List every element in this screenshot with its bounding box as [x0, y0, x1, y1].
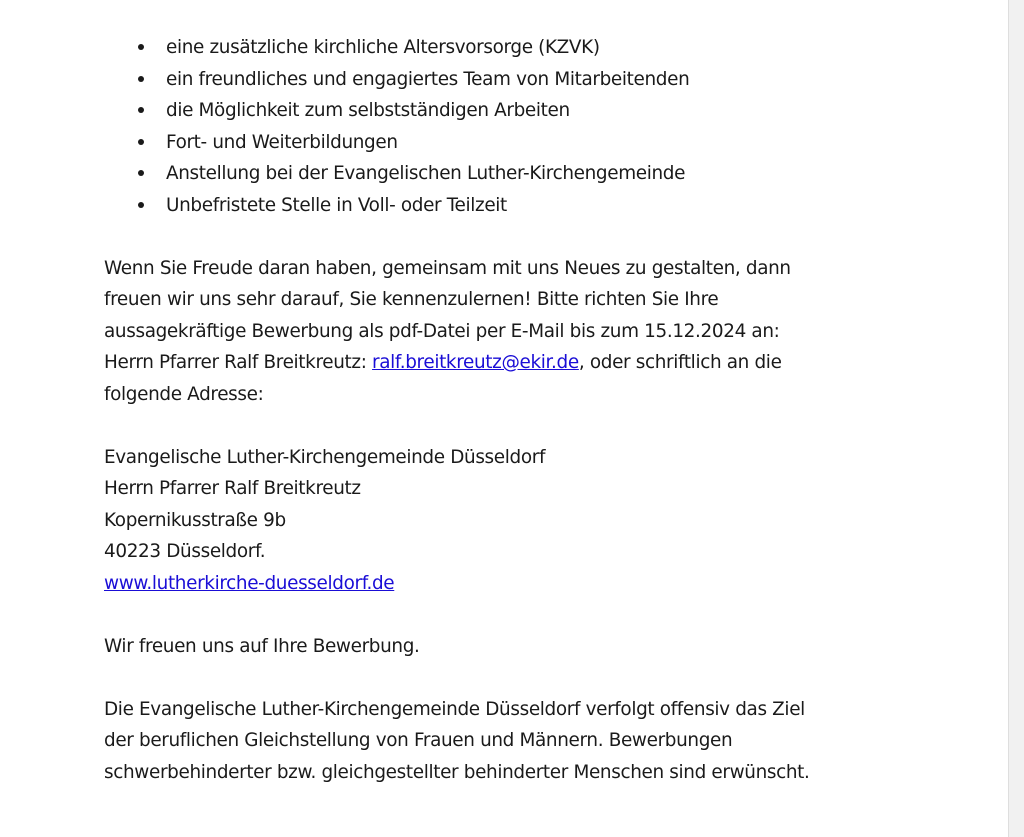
list-item — [104, 95, 894, 127]
website-line — [104, 568, 894, 600]
application-paragraph — [104, 253, 894, 411]
address-street: Kopernikusstraße 9b — [104, 509, 286, 531]
address-organization: Evangelische Luther-Kirchengemeinde Düsseldorf — [104, 446, 546, 468]
list-item — [104, 32, 894, 64]
equality-line-3: schwerbehinderter bzw. gleichgestellter behinderter Menschen sind erwünscht. — [104, 761, 810, 783]
email-link[interactable]: ralf.breitkreutz@ekir.de — [372, 352, 579, 373]
application-line-5: folgende Adresse: — [104, 383, 264, 405]
bullet-icon — [138, 107, 144, 113]
website-link[interactable]: www.lutherkirche-duesseldorf.de — [104, 572, 395, 594]
list-item — [104, 158, 894, 190]
bullet-icon — [138, 76, 144, 82]
list-item — [104, 64, 894, 96]
list-item — [104, 127, 894, 159]
written-option-text: , oder schriftlich an die — [578, 352, 782, 373]
benefit-text: Unbefristete Stelle in Voll- oder Teilzeit — [166, 194, 507, 216]
address-recipient: Herrn Pfarrer Ralf Breitkreutz — [104, 478, 361, 499]
vertical-scrollbar[interactable] — [1008, 0, 1024, 837]
list-item — [104, 190, 894, 222]
bullet-icon — [138, 170, 144, 176]
benefit-text: die Möglichkeit zum selbstständigen Arbeiten — [166, 100, 570, 121]
equality-paragraph — [104, 694, 894, 789]
document-content — [104, 32, 894, 788]
benefit-text: eine zusätzliche kirchliche Altersvorsorge (KZVK) — [166, 37, 600, 58]
benefit-text: Fort- und Weiterbildungen — [166, 131, 398, 153]
contact-person-text: Herrn Pfarrer Ralf Breitkreutz: — [104, 352, 373, 373]
application-line-3: aussagekräftige Bewerbung als pdf-Datei per E-Mail bis zum 15.12.2024 an: — [104, 320, 780, 342]
bullet-icon — [138, 44, 144, 50]
application-line-4 — [104, 347, 894, 379]
bullet-icon — [138, 139, 144, 145]
closing-paragraph: Wir freuen uns auf Ihre Bewerbung. — [104, 635, 420, 657]
bullet-icon — [138, 202, 144, 208]
equality-line-1: Die Evangelische Luther-Kirchengemeinde Düsseldorf verfolgt offensiv das Ziel — [104, 698, 805, 720]
address-city: 40223 Düsseldorf. — [104, 541, 266, 562]
application-line-2: freuen wir uns sehr darauf, Sie kennenzulernen! Bitte richten Sie Ihre — [104, 289, 719, 310]
benefits-list — [104, 32, 894, 221]
benefit-text: ein freundliches und engagiertes Team von Mitarbeitenden — [166, 68, 690, 90]
address-block — [104, 442, 894, 600]
benefit-text: Anstellung bei der Evangelischen Luther-Kirchengemeinde — [166, 163, 686, 184]
equality-line-2: der beruflichen Gleichstellung von Frauen und Männern. Bewerbungen — [104, 730, 733, 751]
application-line-1: Wenn Sie Freude daran haben, gemeinsam mit uns Neues zu gestalten, dann — [104, 257, 791, 279]
